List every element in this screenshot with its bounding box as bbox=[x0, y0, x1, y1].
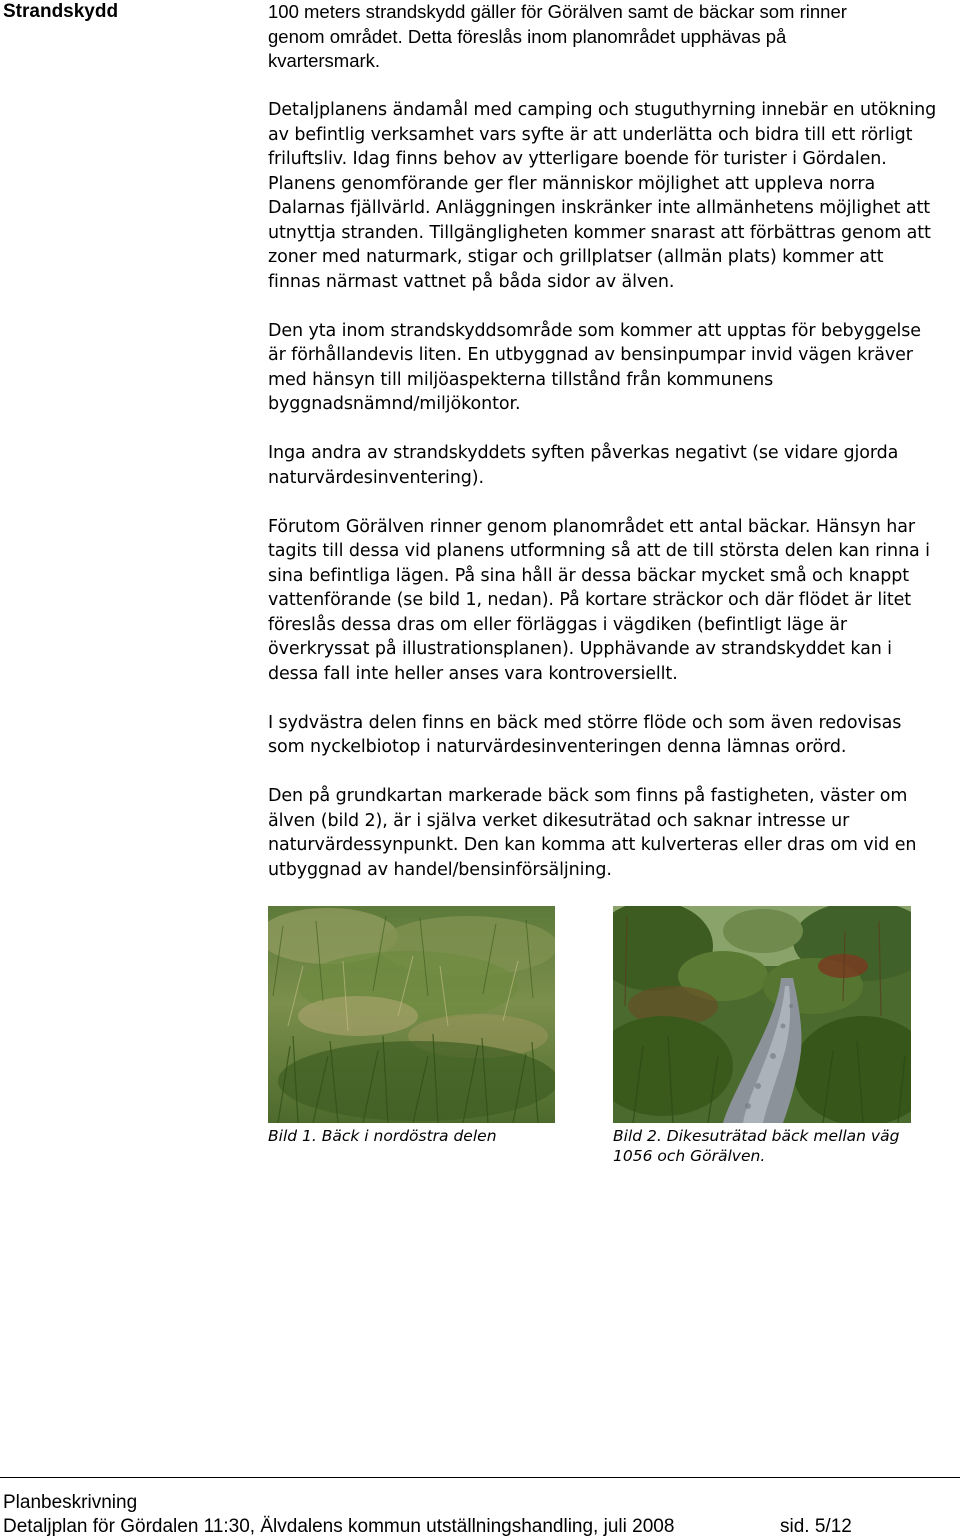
text-line: byggnadsnämnd/miljökontor. bbox=[268, 394, 521, 414]
footer-document-title: Detaljplan för Gördalen 11:30, Älvdalens kommun utställningshandling, juli 2008 bbox=[3, 1516, 675, 1537]
body-column bbox=[268, 0, 958, 907]
text-line: naturvärdessynpunkt. Den kan komma att kulverteras eller dras om vid en bbox=[268, 835, 917, 855]
caption-line: Bild 2. Dikesuträtad bäck mellan väg bbox=[613, 1127, 900, 1145]
text-line: Detaljplanens ändamål med camping och stuguthyrning innebär en utökning bbox=[268, 100, 937, 120]
paragraph-area bbox=[268, 319, 958, 417]
text-line: sina befintliga lägen. På sina håll är dessa bäckar mycket små och knappt bbox=[268, 565, 910, 586]
paragraph-intro bbox=[268, 0, 958, 74]
text-line: finnas närmast vattnet på båda sidor av älven. bbox=[268, 271, 675, 292]
text-line: Den på grundkartan markerade bäck som finns på fastigheten, väster om bbox=[268, 786, 908, 806]
text-line: I sydvästra delen finns en bäck med större flöde och som även redovisas bbox=[268, 712, 902, 733]
text-line: friluftsliv. Idag finns behov av ytterligare boende för turister i Gördalen. bbox=[268, 149, 887, 169]
paragraph-other-purposes bbox=[268, 441, 958, 490]
text-line: som nyckelbiotop i naturvärdesinventeringen denna lämnas orörd. bbox=[268, 737, 847, 757]
text-line: Förutom Görälven rinner genom planområdet ett antal bäckar. Hänsyn har bbox=[268, 516, 915, 537]
figure-caption-1: Bild 1. Bäck i nordöstra delen bbox=[268, 1127, 497, 1145]
text-line: av befintlig verksamhet vars syfte är att underlätta och bidra till ett rörligt bbox=[268, 124, 913, 145]
text-line: älven (bild 2), är i själva verket dikesuträtad och saknar intresse ur bbox=[268, 810, 850, 831]
paragraph-purpose bbox=[268, 98, 958, 294]
paragraph-southwest-stream bbox=[268, 711, 958, 760]
text-line: Dalarnas fjällvärld. Anläggningen inskränker inte allmänhetens möjlighet att bbox=[268, 198, 930, 218]
footer-document-type: Planbeskrivning bbox=[3, 1492, 138, 1513]
text-line: dessa fall inte heller anses vara kontroversiellt. bbox=[268, 663, 678, 684]
text-line: Inga andra av strandskyddets syften påverkas negativt (se vidare gjorda bbox=[268, 443, 899, 463]
text-line: överkryssat på illustrationsplanen). Upphävande av strandskyddet kan i bbox=[268, 639, 892, 659]
text-line: vattenförande (se bild 1, nedan). På kortare sträckor och där flödet är litet bbox=[268, 590, 912, 610]
text-line: föreslås dessa dras om eller förläggas i vägdiken (befintligt läge är bbox=[268, 614, 848, 635]
text-line: är förhållandevis liten. En utbyggnad av bensinpumpar invid vägen kräver bbox=[268, 345, 913, 365]
grass-photo-icon bbox=[268, 906, 555, 1123]
text-line: kvartersmark. bbox=[268, 50, 381, 71]
text-line: 100 meters strandskydd gäller för Görälven samt de bäckar som rinner bbox=[268, 1, 847, 22]
text-line: med hänsyn till miljöaspekterna tillstånd från kommunens bbox=[268, 369, 774, 390]
text-line: Den yta inom strandskyddsområde som kommer att upptas för bebyggelse bbox=[268, 320, 921, 341]
text-line: utnyttja stranden. Tillgängligheten kommer snarast att förbättras genom att bbox=[268, 222, 931, 243]
page-number: sid. 5/12 bbox=[780, 1516, 852, 1537]
paragraph-streams bbox=[268, 515, 958, 687]
text-line: Planens genomförande ger fler människor möjlighet att uppleva norra bbox=[268, 173, 876, 194]
text-line: zoner med naturmark, stigar och grillplatser (allmän plats) kommer att bbox=[268, 247, 884, 267]
creek-photo-icon bbox=[613, 906, 911, 1123]
caption-line: 1056 och Görälven. bbox=[613, 1147, 766, 1165]
footer-divider bbox=[0, 1477, 960, 1478]
text-line: utbyggnad av handel/bensinförsäljning. bbox=[268, 859, 612, 880]
text-line: tagits till dessa vid planens utformning så att de till största delen kan rinna i bbox=[268, 541, 930, 561]
text-line: genom området. Detta föreslås inom planområdet upphävas på bbox=[268, 25, 787, 47]
section-heading: Strandskydd bbox=[3, 1, 119, 22]
figure-caption-2 bbox=[613, 1126, 903, 1166]
text-line: naturvärdesinventering). bbox=[268, 467, 484, 488]
paragraph-base-map-stream bbox=[268, 784, 958, 882]
